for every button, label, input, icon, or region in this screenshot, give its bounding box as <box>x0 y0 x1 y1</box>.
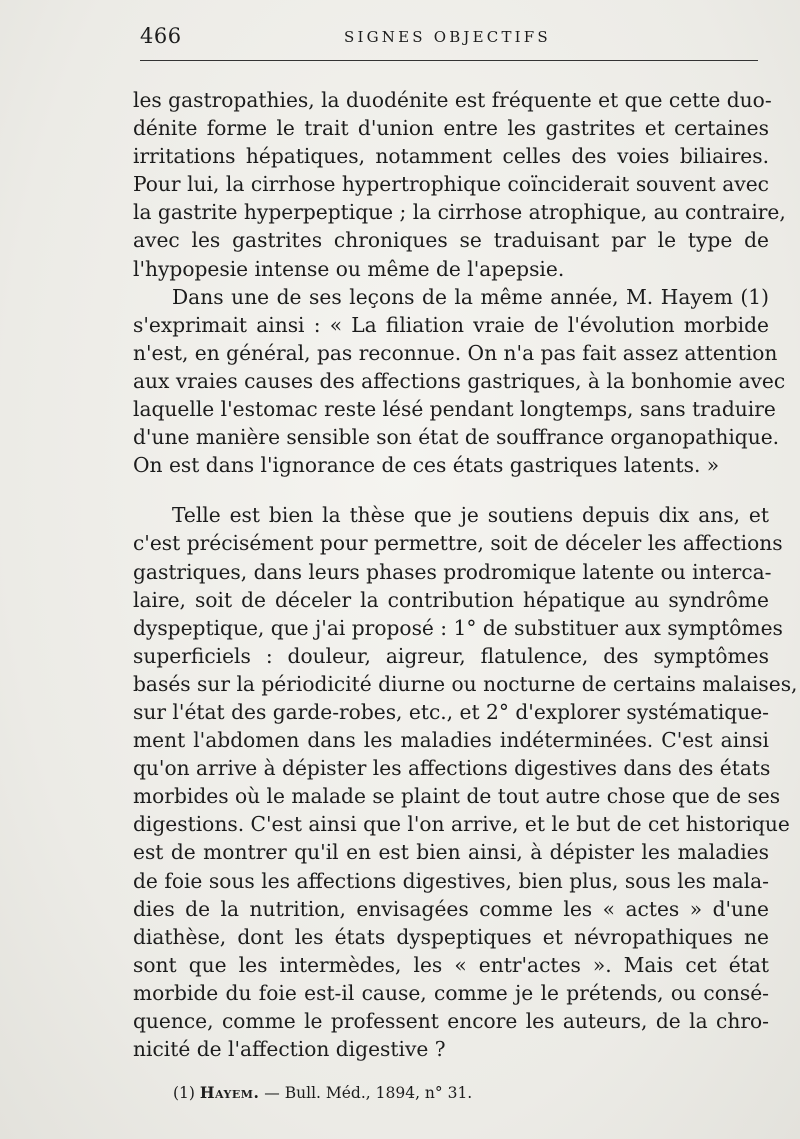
text-line: quence, comme le professent encore les auteurs, de la chro- <box>133 1009 769 1033</box>
paragraph <box>133 501 798 1063</box>
paragraph <box>133 283 786 480</box>
text-line: superficiels : douleur, aigreur, flatulence, des symptômes <box>133 643 769 668</box>
text-line: aux vraies causes des affections gastriques, à la bonhomie avec <box>133 368 786 393</box>
footnote <box>173 1083 472 1102</box>
text-line: Pour lui, la cirrhose hypertrophique coïnciderait souvent avec <box>133 172 769 197</box>
text-line: d'une manière sensible son état de souffrance organopathique. <box>133 425 780 450</box>
footnote-citation: Bull. Méd., 1894, n° 31. <box>284 1084 473 1102</box>
text-line: dies de la nutrition, envisagées comme les « actes » d'une <box>133 896 769 921</box>
paragraph <box>133 86 786 283</box>
text-line: qu'on arrive à dépister les affections digestives dans des états <box>133 756 771 781</box>
footnote-marker: (1) <box>173 1084 195 1102</box>
text-line: basés sur la périodicité diurne ou nocturne de certains malaises, <box>133 671 798 696</box>
page-header <box>140 18 758 60</box>
body-text <box>133 86 798 1063</box>
footnote-dash: — <box>264 1084 280 1102</box>
footnote-author: Hayem. <box>199 1083 260 1102</box>
text-line: dénite forme le trait d'union entre les gastrites et certaines <box>133 116 769 141</box>
text-line: l'hypopesie intense ou même de l'apepsie. <box>133 256 565 281</box>
text-line: sont que les intermèdes, les « entr'actes ». Mais cet état <box>133 952 769 977</box>
text-line: dyspeptique, que j'ai proposé : 1° de substituer aux symptômes <box>133 615 783 640</box>
text-line: laire, soit de déceler la contribution hépatique au syndrôme <box>133 587 769 612</box>
text-line: avec les gastrites chroniques se traduisant par le type de <box>133 228 769 253</box>
text-line: de foie sous les affections digestives, bien plus, sous les mala- <box>133 868 769 893</box>
header-rule <box>140 60 758 61</box>
text-line: sur l'état des garde-robes, etc., et 2° d'explorer systématique- <box>133 699 769 724</box>
text-line: Telle est bien la thèse que je soutiens depuis dix ans, et <box>172 503 769 528</box>
text-line: est de montrer qu'il en est bien ainsi, à dépister les maladies <box>133 840 769 865</box>
text-line: morbides où le malade se plaint de tout autre chose que de ses <box>133 784 781 809</box>
text-line: n'est, en général, pas reconnue. On n'a pas fait assez attention <box>133 340 778 365</box>
text-line: les gastropathies, la duodénite est fréquente et que cette duo- <box>133 88 772 112</box>
text-line: Dans une de ses leçons de la même année, M. Hayem (1) <box>172 284 769 309</box>
text-line: On est dans l'ignorance de ces états gastriques latents. » <box>133 453 720 478</box>
text-line: diathèse, dont les états dyspeptiques et névropathiques ne <box>133 924 769 949</box>
page-number: 466 <box>140 24 182 48</box>
text-line: laquelle l'estomac reste lésé pendant longtemps, sans traduire <box>133 397 776 422</box>
running-title: SIGNES OBJECTIFS <box>344 28 551 46</box>
text-line: s'exprimait ainsi : « La filiation vraie de l'évolution morbide <box>133 312 769 337</box>
text-line: c'est précisément pour permettre, soit de déceler les affections <box>133 531 783 556</box>
text-line: ment l'abdomen dans les maladies indéterminées. C'est ainsi <box>133 728 769 753</box>
text-line: morbide du foie est-il cause, comme je le prétends, ou consé- <box>133 980 769 1005</box>
text-line: gastriques, dans leurs phases prodromique latente ou interca- <box>133 559 772 584</box>
text-line: nicité de l'affection digestive ? <box>133 1037 446 1062</box>
text-line: digestions. C'est ainsi que l'on arrive, et le but de cet historique <box>133 812 790 837</box>
paragraph-gap <box>133 479 769 501</box>
text-line: irritations hépatiques, notamment celles des voies biliaires. <box>133 144 769 169</box>
text-line: la gastrite hyperpeptique ; la cirrhose atrophique, au contraire, <box>133 200 786 225</box>
